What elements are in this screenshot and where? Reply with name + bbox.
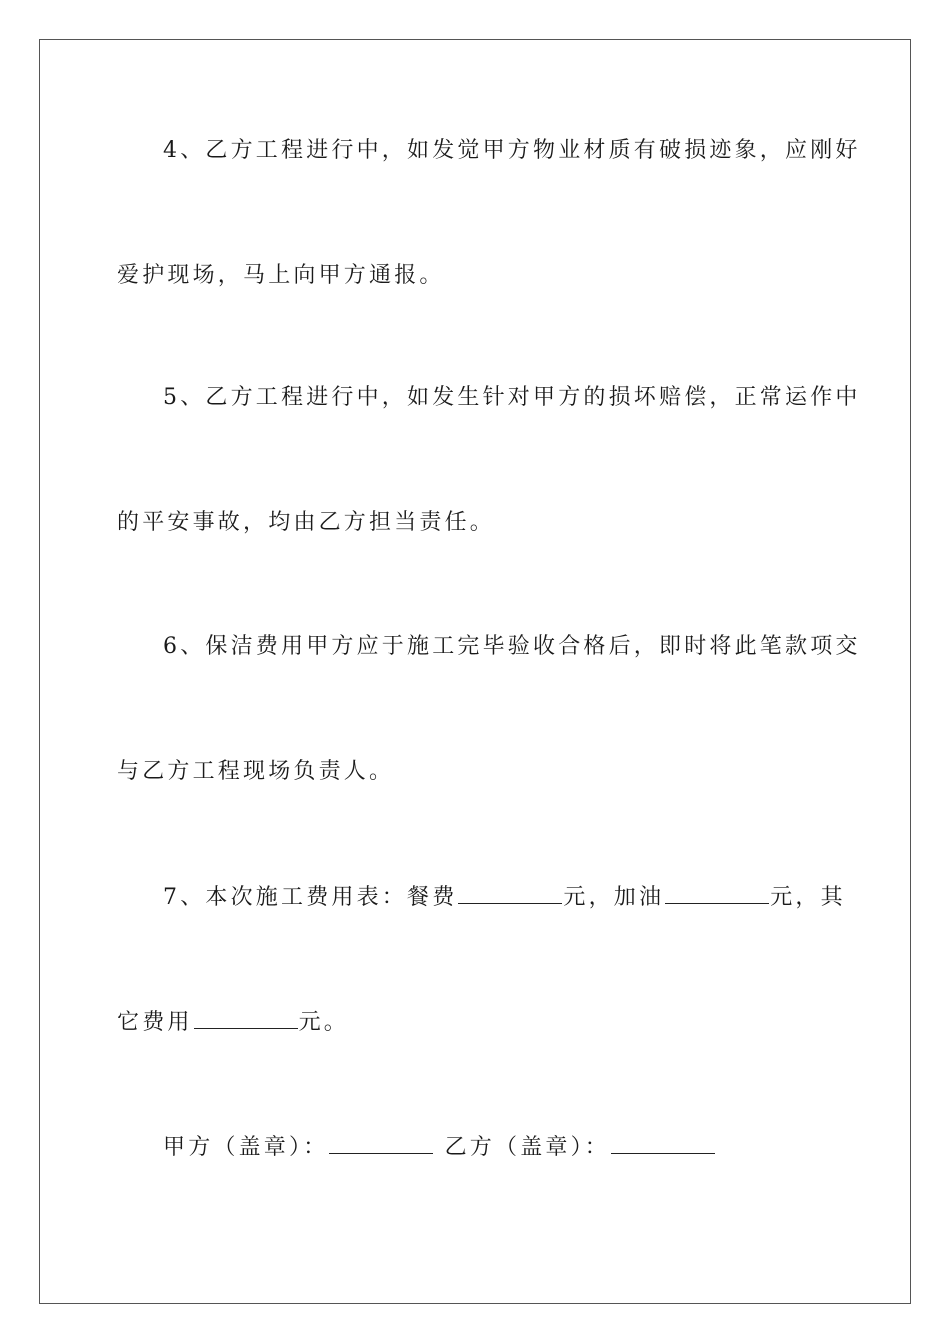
clause-4-line-1: 4、乙方工程进行中，如发觉甲方物业材质有破损迹象，应刚好 bbox=[163, 138, 861, 163]
party-b-label: 乙方（盖章）： bbox=[444, 1135, 611, 1160]
clause-6-line-1: 6、保洁费用甲方应于施工完毕验收合格后，即时将此笔款项交 bbox=[163, 634, 861, 659]
party-a-seal-blank[interactable] bbox=[329, 1133, 433, 1154]
signature-line bbox=[163, 1133, 883, 1161]
clause-4-line-2: 爱护现场，马上向甲方通报。 bbox=[117, 263, 445, 288]
clause-5-line-2: 的平安事故，均由乙方担当责任。 bbox=[117, 510, 496, 535]
other-fee-suffix: 元。 bbox=[298, 1010, 350, 1035]
clause-6-line-2: 与乙方工程现场负责人。 bbox=[117, 759, 395, 784]
page-border bbox=[39, 39, 911, 1304]
fee-intro: 7、本次施工费用表：餐费 bbox=[163, 885, 458, 910]
clause-7-line-2 bbox=[117, 1008, 837, 1036]
fee-yuan-other: 元，其 bbox=[770, 885, 846, 910]
other-fee-blank[interactable] bbox=[194, 1008, 298, 1029]
fee-yuan-fuel: 元，加油 bbox=[563, 885, 665, 910]
other-fee-label: 它费用 bbox=[117, 1010, 193, 1035]
party-b-seal-blank[interactable] bbox=[611, 1133, 715, 1154]
party-a-label: 甲方（盖章）： bbox=[163, 1135, 329, 1160]
clause-5-line-1: 5、乙方工程进行中，如发生针对甲方的损坏赔偿，正常运作中 bbox=[163, 385, 861, 410]
meal-fee-blank[interactable] bbox=[458, 883, 562, 904]
fuel-fee-blank[interactable] bbox=[665, 883, 769, 904]
clause-7-line-1 bbox=[163, 883, 883, 911]
